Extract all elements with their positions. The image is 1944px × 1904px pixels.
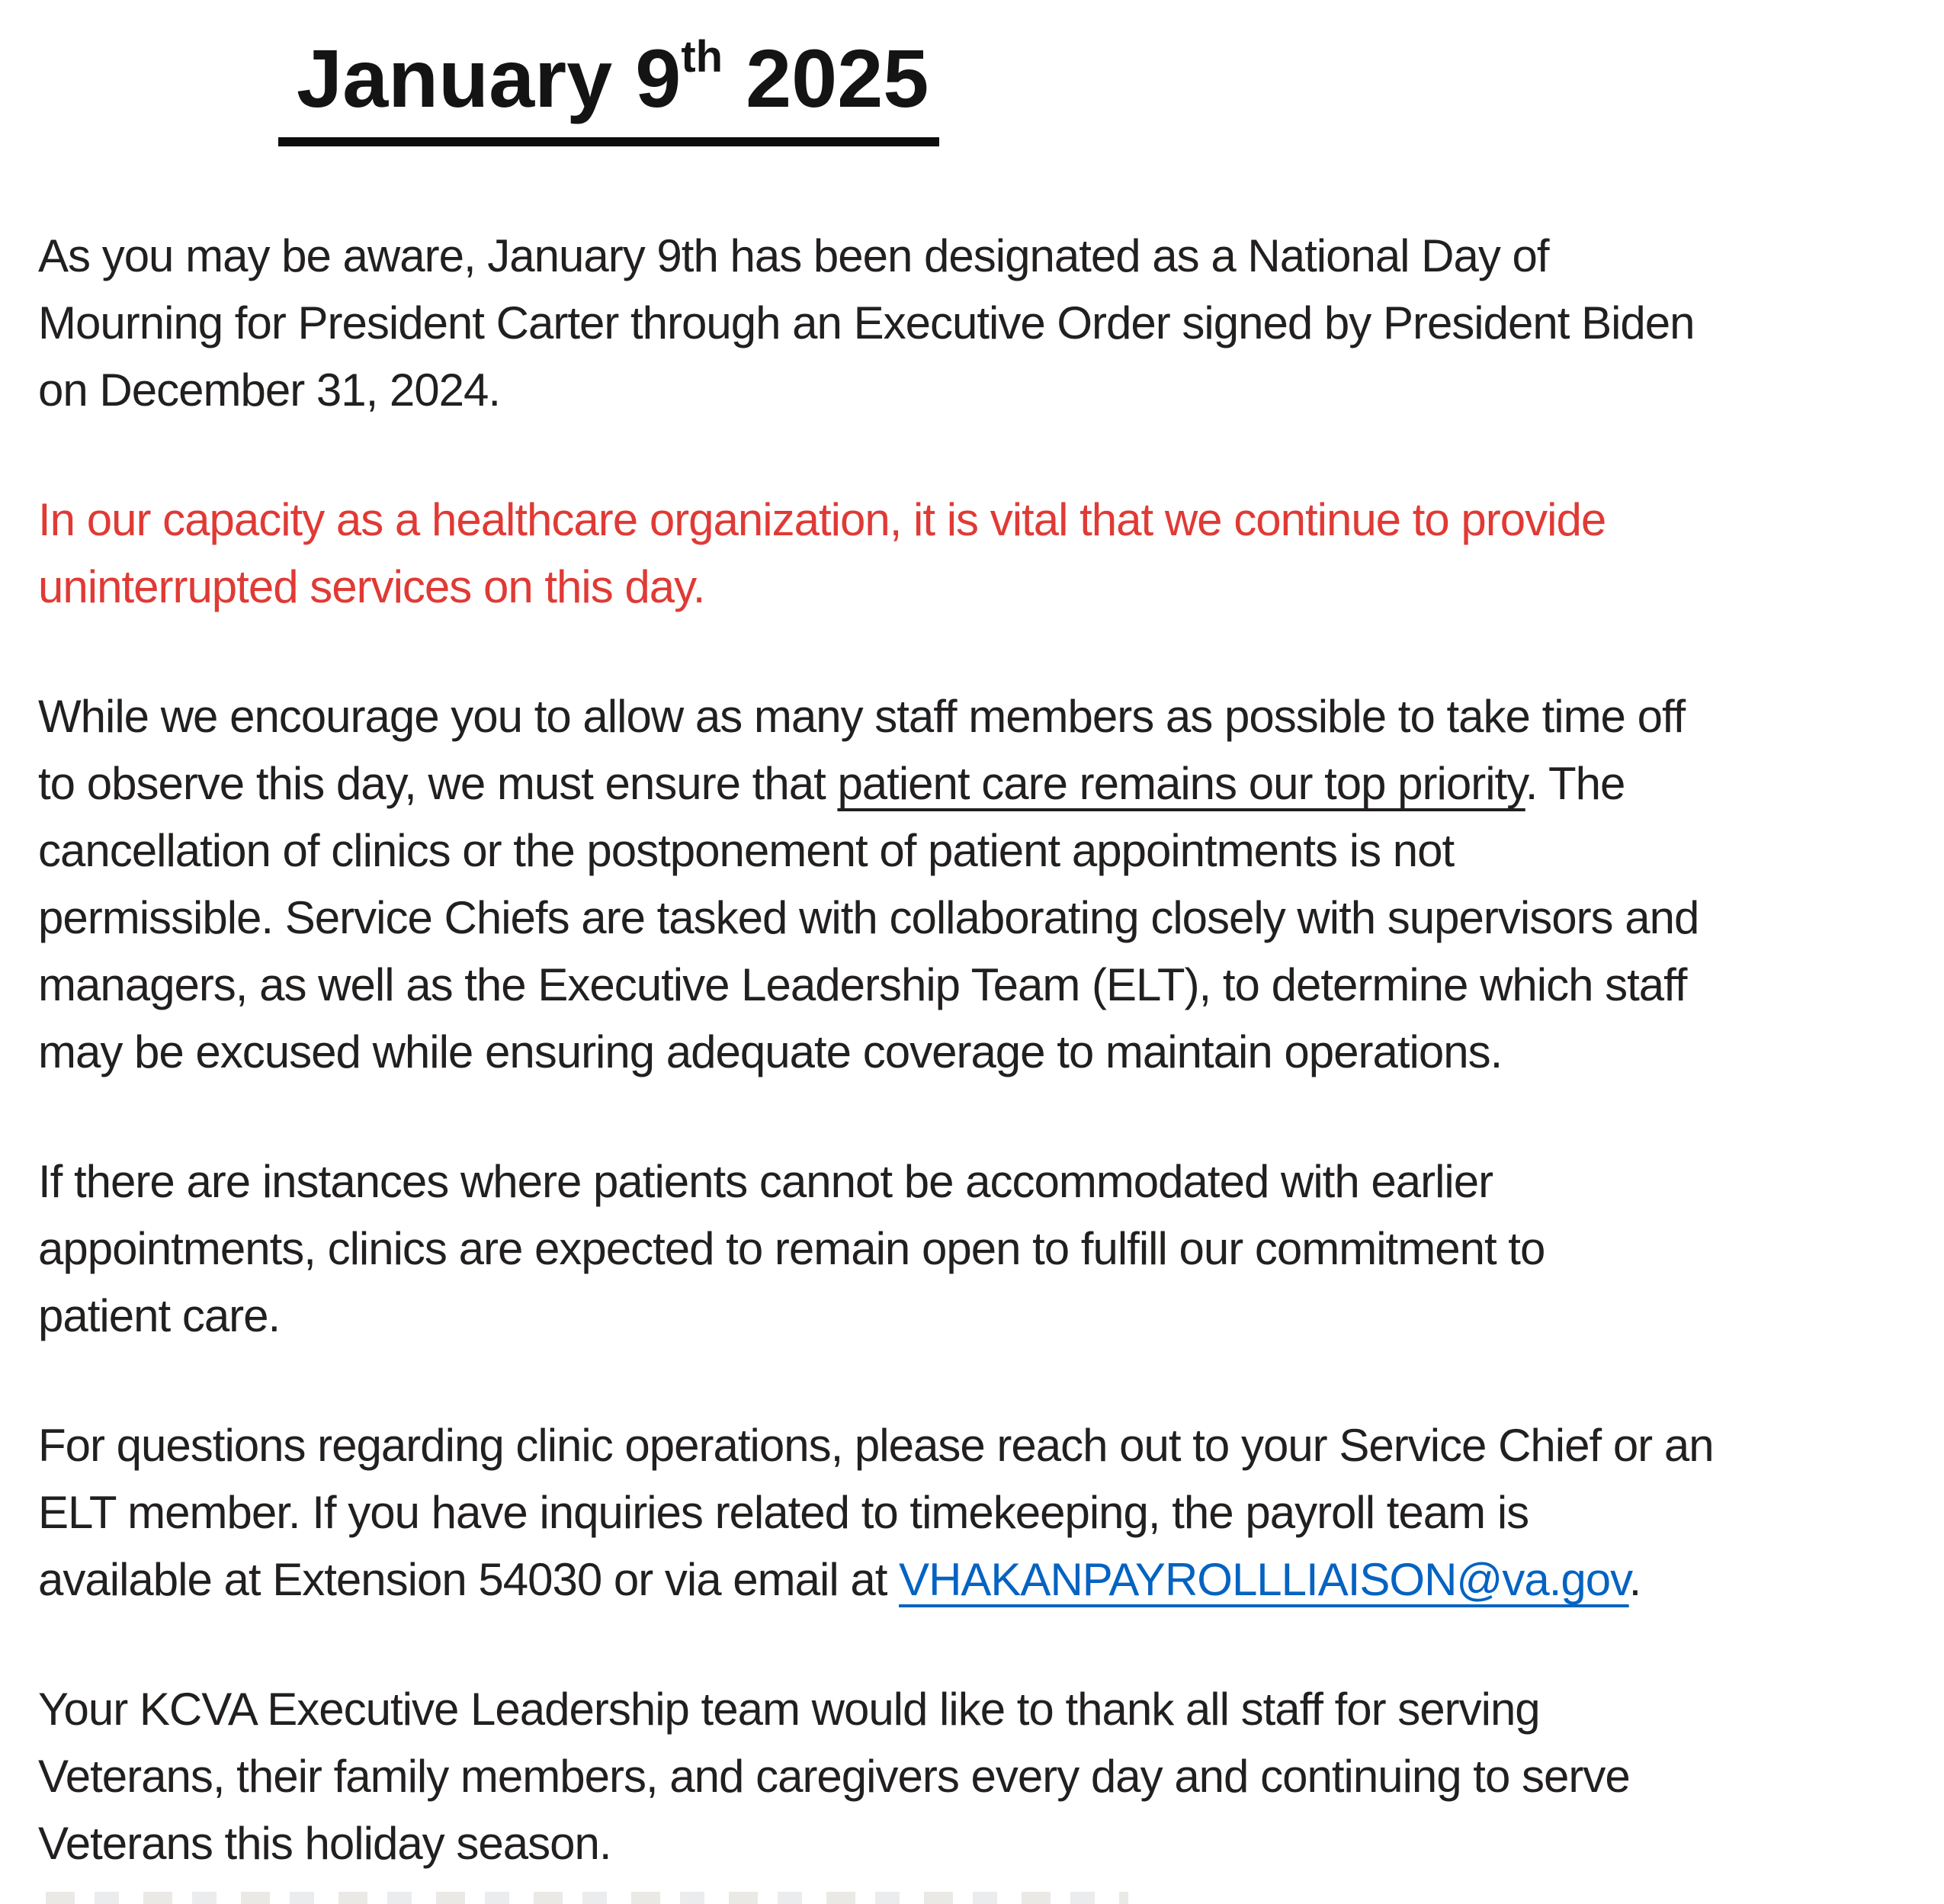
text-line: patient care. (38, 1290, 281, 1341)
intro-paragraph (38, 223, 1930, 424)
title-date-text: January 9 (297, 32, 682, 124)
underlined-priority-text: patient care remains our top priority (837, 758, 1525, 809)
text-line: ELT member. If you have inquiries related to timekeeping, the payroll team is (38, 1487, 1529, 1538)
text-line: Mourning for President Carter through an Executive Order signed by President Biden (38, 297, 1695, 348)
thanks-paragraph (38, 1676, 1930, 1877)
memo-title-underlined-text (278, 27, 939, 146)
text-segment: . The (1525, 758, 1625, 809)
text-line: may be excused while ensuring adequate coverage to maintain operations. (38, 1026, 1503, 1077)
text-line: managers, as well as the Executive Leadership Team (ELT), to determine which staff (38, 959, 1687, 1010)
text-line (38, 1546, 1930, 1613)
staffing-policy-paragraph (38, 683, 1930, 1086)
text-segment: . (1628, 1554, 1641, 1605)
text-line (38, 750, 1930, 817)
title-year-text: 2025 (723, 32, 929, 124)
text-line: uninterrupted services on this day. (38, 561, 705, 612)
text-segment: available at Extension 54030 or via email at (38, 1554, 900, 1605)
memo-title (278, 27, 1930, 146)
payroll-email-link[interactable]: VHAKANPAYROLLLIAISON@va.gov (899, 1554, 1629, 1605)
title-ordinal-suffix: th (681, 32, 723, 82)
text-line: Veterans, their family members, and caregivers every day and continuing to serve (38, 1751, 1630, 1802)
text-line: permissible. Service Chiefs are tasked with collaborating closely with supervisors and (38, 892, 1699, 943)
text-line: In our capacity as a healthcare organization, it is vital that we continue to provide (38, 494, 1606, 545)
text-line: For questions regarding clinic operations, please reach out to your Service Chief or an (38, 1420, 1714, 1471)
text-line: If there are instances where patients cannot be accommodated with earlier (38, 1156, 1493, 1207)
text-line: cancellation of clinics or the postponement of patient appointments is not (38, 825, 1455, 876)
text-line: While we encourage you to allow as many staff members as possible to take time off (38, 691, 1686, 742)
red-alert-paragraph (38, 486, 1930, 621)
text-line: As you may be aware, January 9th has been designated as a National Day of (38, 230, 1549, 281)
text-segment: to observe this day, we must ensure that (38, 758, 838, 809)
cutoff-text-artifact (46, 1892, 1128, 1904)
clinic-open-paragraph (38, 1148, 1930, 1350)
contacts-paragraph (38, 1412, 1930, 1613)
text-line: Veterans this holiday season. (38, 1818, 611, 1869)
text-line: appointments, clinics are expected to remain open to fulfill our commitment to (38, 1223, 1545, 1274)
text-line: Your KCVA Executive Leadership team would like to thank all staff for serving (38, 1684, 1540, 1735)
text-line: on December 31, 2024. (38, 364, 501, 416)
